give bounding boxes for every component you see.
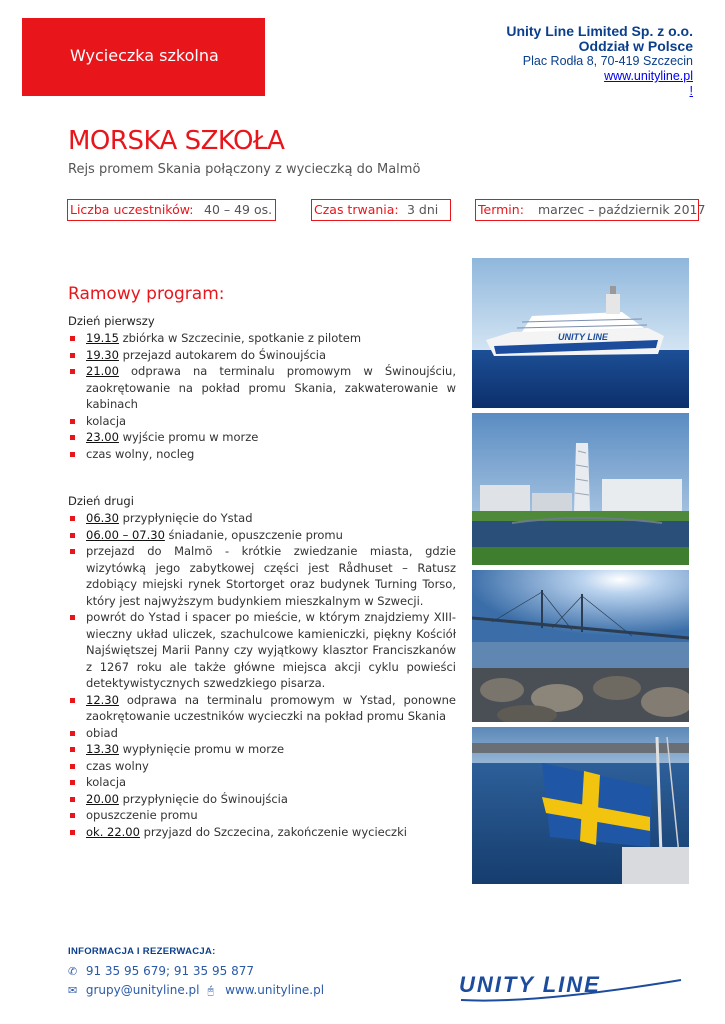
envelope-icon: ✉ — [68, 984, 78, 997]
footer-contact-line — [68, 983, 324, 998]
bullet-icon — [70, 419, 75, 424]
bullet-icon — [70, 615, 75, 620]
participants-label: Liczba uczestników: — [70, 202, 194, 217]
day1-item — [68, 330, 456, 347]
bullet-icon — [70, 353, 75, 358]
bullet-icon — [70, 698, 75, 703]
company-website-link[interactable]: www.unityline.pl — [604, 69, 693, 83]
company-info — [506, 24, 693, 99]
bullet-icon — [70, 764, 75, 769]
bullet-icon — [70, 797, 75, 802]
day2-section — [68, 494, 456, 840]
day2-item — [68, 609, 456, 692]
bullet-icon — [70, 435, 75, 440]
footer-email[interactable]: grupy@unityline.pl — [85, 983, 200, 997]
item-time: 19.30 — [86, 347, 119, 362]
item-text: przypłynięcie do Świnoujścia — [118, 791, 288, 806]
term-value: marzec – październik 2017 — [538, 202, 706, 217]
item-text: wypłynięcie promu w morze — [118, 742, 285, 756]
item-text: przejazd autokarem do Świnoujścia — [118, 347, 327, 362]
program-title: Ramowy program: — [68, 284, 225, 304]
day1-item — [68, 347, 456, 364]
duration-value: 3 dni — [407, 202, 439, 217]
bullet-icon — [70, 747, 75, 752]
term-box — [475, 199, 706, 221]
item-time: 13.30 — [86, 742, 119, 756]
bridge-photo — [472, 570, 689, 722]
participants-value: 40 – 49 os. — [204, 202, 273, 217]
bullet-icon — [70, 731, 75, 736]
malmo-photo — [472, 413, 689, 565]
bullet-icon — [70, 336, 75, 341]
item-text: czas wolny, nocleg — [86, 446, 195, 461]
header-banner — [22, 18, 265, 96]
company-name: Unity Line Limited Sp. z o.o. — [506, 23, 693, 39]
swedish-flag-photo — [472, 727, 689, 884]
day2-title: Dzień drugi — [68, 494, 134, 508]
logo-text: UNITY LINE — [459, 972, 601, 997]
bullet-icon — [70, 830, 75, 835]
company-extra-link[interactable]: ! — [689, 84, 693, 98]
day2-item — [68, 774, 456, 791]
day1-title: Dzień pierwszy — [68, 314, 155, 328]
phone-icon: ✆ — [68, 965, 78, 978]
day1-item — [68, 429, 456, 446]
duration-label: Czas trwania: — [314, 202, 399, 217]
page-title: MORSKA SZKOŁA — [68, 126, 285, 156]
item-time: ok. 22.00 — [86, 824, 140, 839]
item-text: przyjazd do Szczecina, zakończenie wycieczki — [139, 824, 407, 839]
day2-item — [68, 791, 456, 808]
day2-item — [68, 510, 456, 527]
day2-item — [68, 692, 456, 725]
participants-box — [67, 199, 276, 221]
day1-item — [68, 413, 456, 430]
item-text: wyjście promu w morze — [118, 430, 259, 444]
banner-label: Wycieczka szkolna — [70, 46, 219, 65]
day1-section — [68, 314, 456, 462]
day1-item — [68, 363, 456, 413]
bullet-icon — [70, 516, 75, 521]
page-subtitle: Rejs promem Skania połączony z wycieczką do Malmö — [68, 162, 421, 177]
day2-item — [68, 824, 456, 841]
bullet-icon — [70, 452, 75, 457]
ship-hull-text: UNITY LINE — [558, 332, 608, 342]
item-text: przypłynięcie do Ystad — [118, 511, 253, 525]
item-time: 20.00 — [86, 791, 119, 806]
item-time: 19.15 — [86, 331, 119, 345]
company-branch: Oddział w Polsce — [578, 38, 693, 54]
company-address: Plac Rodła 8, 70-419 Szczecin — [522, 54, 693, 68]
day2-item — [68, 725, 456, 742]
item-time: 12.30 — [86, 692, 119, 707]
item-time: 23.00 — [86, 430, 119, 444]
duration-box — [311, 199, 451, 221]
day1-list — [68, 330, 456, 462]
bullet-icon — [70, 780, 75, 785]
bullet-icon — [70, 813, 75, 818]
day2-item — [68, 741, 456, 758]
item-text: obiad — [86, 725, 118, 740]
mouse-icon: 🖰 — [207, 984, 214, 997]
bullet-icon — [70, 549, 75, 554]
day2-item — [68, 527, 456, 544]
footer-phone-line — [68, 964, 254, 978]
day2-item — [68, 758, 456, 775]
term-label: Termin: — [478, 202, 524, 217]
item-text: przejazd do Malmö - krótkie zwiedzanie miasta, gdzie wizytówką jego zabytkowej części jest Rådhuset – Ratusz zdobiący miejski rynek Stortorget oraz budynek Turning Torso, który jest najwyższym budynkiem mieszkalnym w Szwecji. — [86, 544, 456, 608]
item-text: odprawa na terminalu promowym w Ystad, ponowne zaokrętowanie uczestników wycieczki na pokład promu Skania — [86, 692, 456, 723]
day2-list — [68, 510, 456, 840]
bullet-icon — [70, 369, 75, 374]
item-text: powrót do Ystad i spacer po mieście, w którym znajdziemy XIII-wieczny układ uliczek, szachulcowe kamieniczki, piękny Kościół Najświętszej Marii Panny czy wyjątkowy klasztor Franciszkanów z 1267 roku ale także główne miejsca akcji cyklu powieści detektywistycznych szwedzkiego pisarza. — [86, 610, 456, 690]
footer-website[interactable]: www.unityline.pl — [225, 983, 325, 997]
item-text: czas wolny — [86, 758, 149, 773]
day1-item — [68, 446, 456, 463]
item-time: 21.00 — [86, 364, 119, 378]
item-text: kolacja — [86, 413, 127, 428]
unity-line-logo — [455, 970, 687, 1004]
item-time: 06.00 – 07.30 — [86, 527, 165, 542]
bullet-icon — [70, 533, 75, 538]
item-text: śniadanie, opuszczenie promu — [164, 527, 343, 542]
item-text: opuszczenie promu — [86, 808, 198, 822]
ferry-photo — [472, 258, 689, 408]
item-text: kolacja — [86, 775, 127, 789]
item-time: 06.30 — [86, 511, 119, 525]
footer-phones[interactable]: 91 35 95 679; 91 35 95 877 — [85, 964, 254, 978]
day2-item — [68, 543, 456, 609]
item-text: odprawa na terminalu promowym w Świnoujściu, zaokrętowanie na pokład promu Skania, zakwaterowanie w kabinach — [86, 364, 456, 411]
day2-item — [68, 807, 456, 824]
item-text: zbiórka w Szczecinie, spotkanie z pilotem — [118, 331, 362, 345]
footer-title: INFORMACJA I REZERWACJA: — [68, 946, 216, 957]
